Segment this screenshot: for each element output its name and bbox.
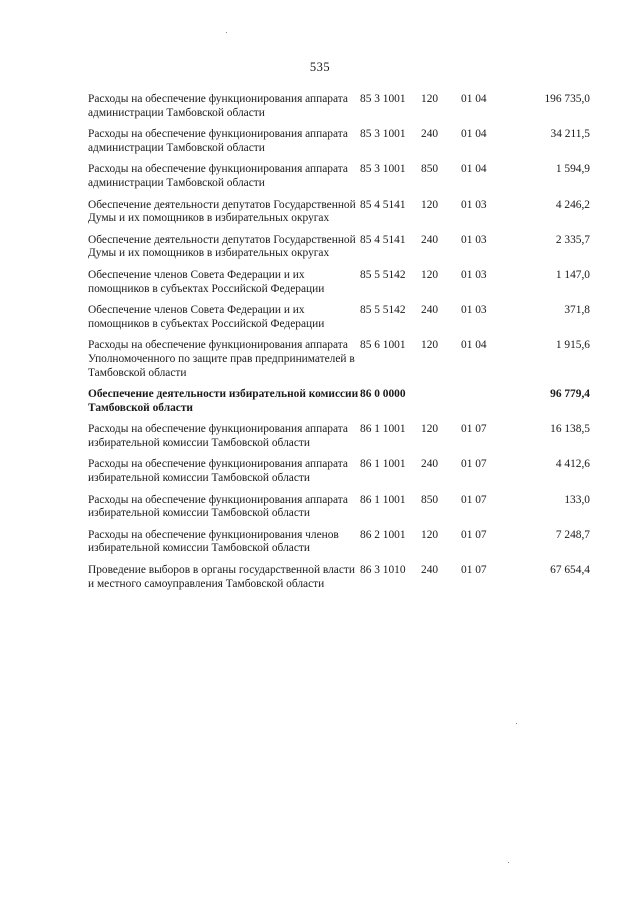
row-expense-type: 120 xyxy=(421,339,439,352)
row-description: Обеспечение членов Совета Федерации и их помощников в субъектах Российской Федерации xyxy=(88,304,325,330)
row-description: Расходы на обеспечение функционирования аппарата избирательной комиссии Тамбовской области xyxy=(88,493,348,520)
row-target-code: 86 1 1001 xyxy=(360,458,406,471)
row-section-code: 01 04 xyxy=(461,93,487,105)
row-target-code: 86 0 0000 xyxy=(360,388,406,401)
row-expense-type: 120 xyxy=(421,198,439,211)
page-number: 535 xyxy=(309,60,331,74)
scan-speck xyxy=(226,32,227,33)
row-amount: 196 735,0 xyxy=(544,93,590,105)
row-section-code: 01 04 xyxy=(461,163,487,176)
row-target-code: 85 3 1001 xyxy=(360,93,406,105)
row-expense-type: 120 xyxy=(421,268,439,281)
row-section-code: 01 03 xyxy=(461,233,487,246)
row-target-code: 85 6 1001 xyxy=(360,339,406,352)
row-expense-type: 240 xyxy=(421,458,439,471)
row-amount: 2 335,7 xyxy=(555,233,590,246)
row-expense-type: 240 xyxy=(421,564,439,577)
row-description: Расходы на обеспечение функционирования аппарата Уполномоченного по защите прав предпринимателей в Тамбовской области xyxy=(88,339,355,379)
scan-speck xyxy=(516,723,517,724)
row-section-code: 01 07 xyxy=(461,493,487,506)
row-amount: 7 248,7 xyxy=(555,528,590,541)
row-description: Проведение выборов в органы государственной власти и местного самоуправления Тамбовской области xyxy=(88,564,355,590)
row-description: Расходы на обеспечение функционирования аппарата администрации Тамбовской области xyxy=(88,93,348,119)
table-row xyxy=(88,93,608,120)
row-expense-type: 240 xyxy=(421,233,439,246)
table-row xyxy=(88,564,608,591)
row-description: Расходы на обеспечение функционирования аппарата избирательной комиссии Тамбовской области xyxy=(88,458,348,485)
row-description: Расходы на обеспечение функционирования аппарата администрации Тамбовской области xyxy=(88,128,348,154)
row-description: Расходы на обеспечение функционирования членов избирательной комиссии Тамбовской области xyxy=(88,528,339,555)
row-expense-type: 240 xyxy=(421,304,439,317)
table-row xyxy=(88,494,608,521)
row-description: Обеспечение деятельности избирательной комиссии Тамбовской области xyxy=(88,388,359,414)
row-section-code: 01 07 xyxy=(461,564,487,577)
row-amount: 34 211,5 xyxy=(550,128,590,141)
row-amount: 16 138,5 xyxy=(550,423,590,436)
row-amount: 133,0 xyxy=(564,493,590,506)
row-target-code: 86 2 1001 xyxy=(360,528,406,541)
table-row xyxy=(88,234,608,261)
row-amount: 1 915,6 xyxy=(555,339,590,352)
table-row xyxy=(88,199,608,226)
row-expense-type: 240 xyxy=(421,128,439,141)
scan-speck xyxy=(508,862,509,863)
table-row xyxy=(88,339,608,380)
row-section-code: 01 03 xyxy=(461,268,487,281)
row-target-code: 86 3 1010 xyxy=(360,564,406,577)
row-section-code: 01 07 xyxy=(461,423,487,436)
row-target-code: 85 4 5141 xyxy=(360,198,406,211)
row-target-code: 85 3 1001 xyxy=(360,128,406,141)
row-amount: 1 147,0 xyxy=(555,268,590,281)
row-expense-type: 850 xyxy=(421,493,439,506)
row-target-code: 85 5 5142 xyxy=(360,268,406,281)
row-description: Расходы на обеспечение функционирования аппарата администрации Тамбовской области xyxy=(88,163,348,189)
row-description: Обеспечение членов Совета Федерации и их помощников в субъектах Российской Федерации xyxy=(88,268,325,295)
row-section-code: 01 04 xyxy=(461,339,487,352)
row-section-code: 01 07 xyxy=(461,458,487,471)
row-section-code: 01 04 xyxy=(461,128,487,141)
row-target-code: 86 1 1001 xyxy=(360,423,406,436)
table-row xyxy=(88,529,608,556)
row-description: Обеспечение деятельности депутатов Государственной Думы и их помощников в избирательных округах xyxy=(88,233,356,260)
row-target-code: 86 1 1001 xyxy=(360,493,406,506)
table-row xyxy=(88,423,608,450)
section-header-row xyxy=(88,388,608,415)
table-row xyxy=(88,128,608,155)
row-amount: 96 779,4 xyxy=(550,388,590,401)
row-description: Обеспечение деятельности депутатов Государственной Думы и их помощников в избирательных округах xyxy=(88,198,356,225)
table-row xyxy=(88,458,608,485)
row-section-code: 01 03 xyxy=(461,198,487,211)
row-amount: 4 412,6 xyxy=(555,458,590,471)
table-row xyxy=(88,304,608,331)
table-row xyxy=(88,269,608,296)
row-section-code: 01 03 xyxy=(461,304,487,317)
row-description: Расходы на обеспечение функционирования аппарата избирательной комиссии Тамбовской области xyxy=(88,423,348,449)
row-amount: 67 654,4 xyxy=(550,564,590,577)
row-section-code: 01 07 xyxy=(461,528,487,541)
row-expense-type: 120 xyxy=(421,423,439,436)
row-amount: 1 594,9 xyxy=(555,163,590,176)
row-expense-type: 850 xyxy=(421,163,439,176)
budget-table xyxy=(88,93,608,599)
row-expense-type: 120 xyxy=(421,528,439,541)
row-amount: 371,8 xyxy=(564,304,590,317)
row-amount: 4 246,2 xyxy=(555,198,590,211)
row-expense-type: 120 xyxy=(421,93,439,105)
row-target-code: 85 3 1001 xyxy=(360,163,406,176)
row-target-code: 85 4 5141 xyxy=(360,233,406,246)
table-row xyxy=(88,163,608,190)
row-target-code: 85 5 5142 xyxy=(360,304,406,317)
